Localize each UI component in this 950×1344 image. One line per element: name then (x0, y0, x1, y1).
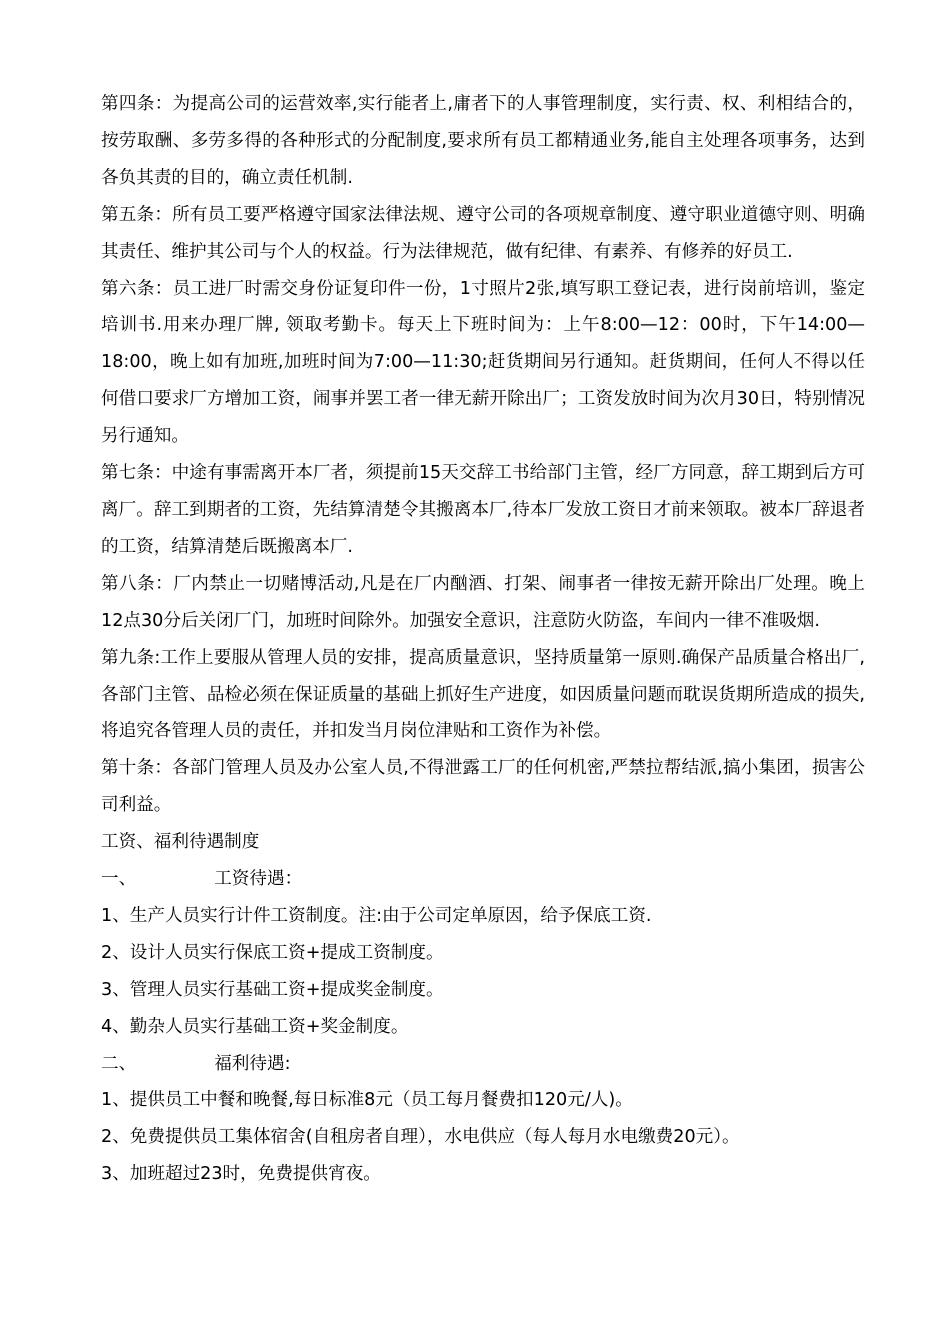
article-9: 第九条:工作上要服从管理人员的安排，提高质量意识，坚持质量第一原则.确保产品质量合格出厂,各部门主管、品检必须在保证质量的基础上抓好生产进度，如因质量问题而耽误货期所造成的损失,将追究各管理人员的责任，并扣发当月岗位津贴和工资作为补偿。 (101, 647, 865, 742)
welfare-number: 二、 (101, 1053, 137, 1074)
section-title: 工资、福利待遇制度 (101, 832, 260, 853)
article-5: 第五条：所有员工要严格遵守国家法律法规、遵守公司的各项规章制度、遵守职业道德守则、明确其责任、维护其公司与个人的权益。行为法律规范，做有纪律、有素养、有修养的好员工. (101, 204, 865, 262)
welfare-item-1: 1、提供员工中餐和晚餐,每日标准8元（员工每月餐费扣120元/人)。 (101, 1090, 633, 1111)
article-4: 第四条：为提高公司的运营效率,实行能者上,庸者下的人事管理制度，实行责、权、利相结合的，按劳取酬、多劳多得的各种形式的分配制度,要求所有员工都精通业务,能自主处理各项事务，达到各负其责的目的，确立责任机制. (101, 94, 865, 188)
welfare-heading (101, 1046, 865, 1083)
wages-heading (101, 861, 865, 898)
wages-heading-text: 工资待遇： (214, 869, 303, 890)
article-8: 第八条：厂内禁止一切赌博活动,凡是在厂内酗酒、打架、闹事者一律按无薪开除出厂处理。晚上12点30分后关闭厂门，加班时间除外。加强安全意识，注意防火防盗，车间内一律不准吸烟. (101, 573, 865, 631)
article-10: 第十条：各部门管理人员及办公室人员,不得泄露工厂的任何机密,严禁拉帮结派,搞小集团，损害公司利益。 (101, 758, 865, 816)
article-6: 第六条：员工进厂时需交身份证复印件一份，1寸照片2张,填写职工登记表，进行岗前培训，鉴定培训书.用来办理厂牌, 领取考勤卡。每天上下班时间为：上午8:00—12：00时，下午14:00—18:00，晚上如有加班,加班时间为7:00—11:30;赶货期间另行通知。赶货期间，任何人不得以任何借口要求厂方增加工资，闹事并罢工者一律无薪开除出厂；工资发放时间为次月30日，特别情况另行通知。 (101, 278, 865, 447)
document-page (101, 86, 865, 1193)
article-7: 第七条：中途有事需离开本厂者，须提前15天交辞工书给部门主管，经厂方同意，辞工期到后方可离厂。辞工到期者的工资，先结算清楚令其搬离本厂,待本厂发放工资日才前来领取。被本厂辞退者的工资，结算清楚后既搬离本厂. (101, 463, 865, 557)
welfare-item-3: 3、加班超过23时，免费提供宵夜。 (101, 1164, 381, 1185)
wages-item-3: 3、管理人员实行基础工资+提成奖金制度。 (101, 979, 444, 1000)
wages-item-4: 4、勤杂人员实行基础工资+奖金制度。 (101, 1016, 409, 1037)
wages-item-1: 1、生产人员实行计件工资制度。注:由于公司定单原因，给予保底工资. (101, 905, 652, 926)
welfare-heading-text: 福利待遇: (214, 1053, 291, 1074)
wages-number: 一、 (101, 869, 137, 890)
welfare-item-2: 2、免费提供员工集体宿舍(自租房者自理），水电供应（每人每月水电缴费20元）。 (101, 1127, 740, 1148)
wages-item-2: 2、设计人员实行保底工资+提成工资制度。 (101, 942, 444, 963)
